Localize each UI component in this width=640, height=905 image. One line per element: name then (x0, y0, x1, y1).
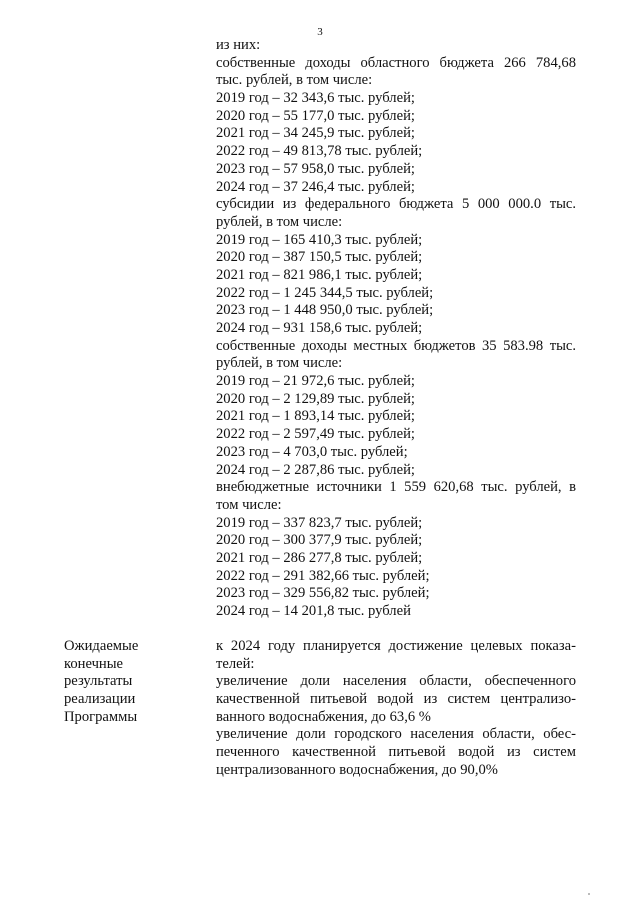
funding-line: 2022 год – 2 597,49 тыс. рублей; (216, 426, 415, 443)
funding-line: 2021 год – 286 277,8 тыс. рублей; (216, 549, 423, 566)
funding-line: 2019 год – 21 972,6 тыс. рублей; (216, 373, 415, 390)
funding-line: 2020 год – 2 129,89 тыс. рублей; (216, 390, 415, 407)
results-line: к 2024 году планируется достижение целевых показа- (216, 638, 576, 654)
results-line: печенного качественной питьевой водой из систем (216, 744, 576, 761)
funding-line: 2019 год – 337 823,7 тыс. рублей; (216, 514, 423, 531)
funding-line: 2021 год – 34 245,9 тыс. рублей; (216, 125, 415, 142)
results-label-line: реализации (64, 691, 136, 708)
funding-line: 2022 год – 49 813,78 тыс. рублей; (216, 143, 423, 160)
results-line: увеличение доли городского населения области, обес- (216, 726, 576, 743)
funding-line: 2023 год – 329 556,82 тыс. рублей; (216, 585, 430, 602)
expected-results-text (216, 638, 576, 780)
funding-line: 2019 год – 165 410,3 тыс. рублей; (216, 231, 423, 248)
funding-line: 2023 год – 57 958,0 тыс. рублей; (216, 160, 415, 177)
funding-line: 2021 год – 821 986,1 тыс. рублей; (216, 266, 423, 283)
funding-line: 2024 год – 931 158,6 тыс. рублей; (216, 320, 423, 336)
results-label-line: Программы (64, 708, 138, 725)
page-speck (588, 893, 590, 895)
funding-line: собственные доходы местных бюджетов 35 583.98 тыс. (216, 337, 576, 354)
funding-line: тыс. рублей, в том числе: (216, 72, 373, 89)
funding-line: 2023 год – 1 448 950,0 тыс. рублей; (216, 302, 434, 319)
funding-line: внебюджетные источники 1 559 620,68 тыс. рублей, в (216, 479, 576, 496)
funding-line: 2020 год – 300 377,9 тыс. рублей; (216, 532, 423, 549)
funding-line: 2024 год – 2 287,86 тыс. рублей; (216, 461, 415, 478)
page-number: 3 (317, 26, 323, 38)
results-label-line: конечные (64, 655, 124, 672)
funding-line: из них: (216, 37, 261, 53)
funding-section (216, 37, 576, 621)
funding-line: 2024 год – 37 246,4 тыс. рублей; (216, 178, 415, 195)
funding-line: 2020 год – 387 150,5 тыс. рублей; (216, 249, 423, 266)
funding-line: рублей, в том числе: (216, 213, 343, 230)
funding-line: 2021 год – 1 893,14 тыс. рублей; (216, 408, 415, 425)
funding-line: том числе: (216, 496, 282, 513)
funding-line: субсидии из федерального бюджета 5 000 000.0 тыс. (216, 196, 576, 213)
results-label-line: Ожидаемые (64, 638, 139, 654)
results-line: качественной питьевой водой из систем централизо- (216, 691, 576, 708)
results-line: телей: (216, 655, 255, 672)
funding-line: 2022 год – 1 245 344,5 тыс. рублей; (216, 284, 434, 301)
results-line: централизованного водоснабжения, до 90,0% (216, 761, 498, 778)
results-label-line: результаты (64, 673, 133, 690)
results-line: увеличение доли населения области, обеспеченного (216, 673, 576, 690)
funding-line: 2023 год – 4 703,0 тыс. рублей; (216, 443, 408, 460)
funding-line: рублей, в том числе: (216, 355, 343, 372)
funding-line: собственные доходы областного бюджета 266 784,68 (216, 54, 576, 71)
funding-line: 2020 год – 55 177,0 тыс. рублей; (216, 107, 415, 124)
funding-line: 2022 год – 291 382,66 тыс. рублей; (216, 567, 430, 584)
funding-line: 2024 год – 14 201,8 тыс. рублей (216, 603, 411, 619)
funding-line: 2019 год – 32 343,6 тыс. рублей; (216, 90, 415, 107)
expected-results-label (64, 638, 184, 726)
results-line: ванного водоснабжения, до 63,6 % (216, 708, 431, 725)
